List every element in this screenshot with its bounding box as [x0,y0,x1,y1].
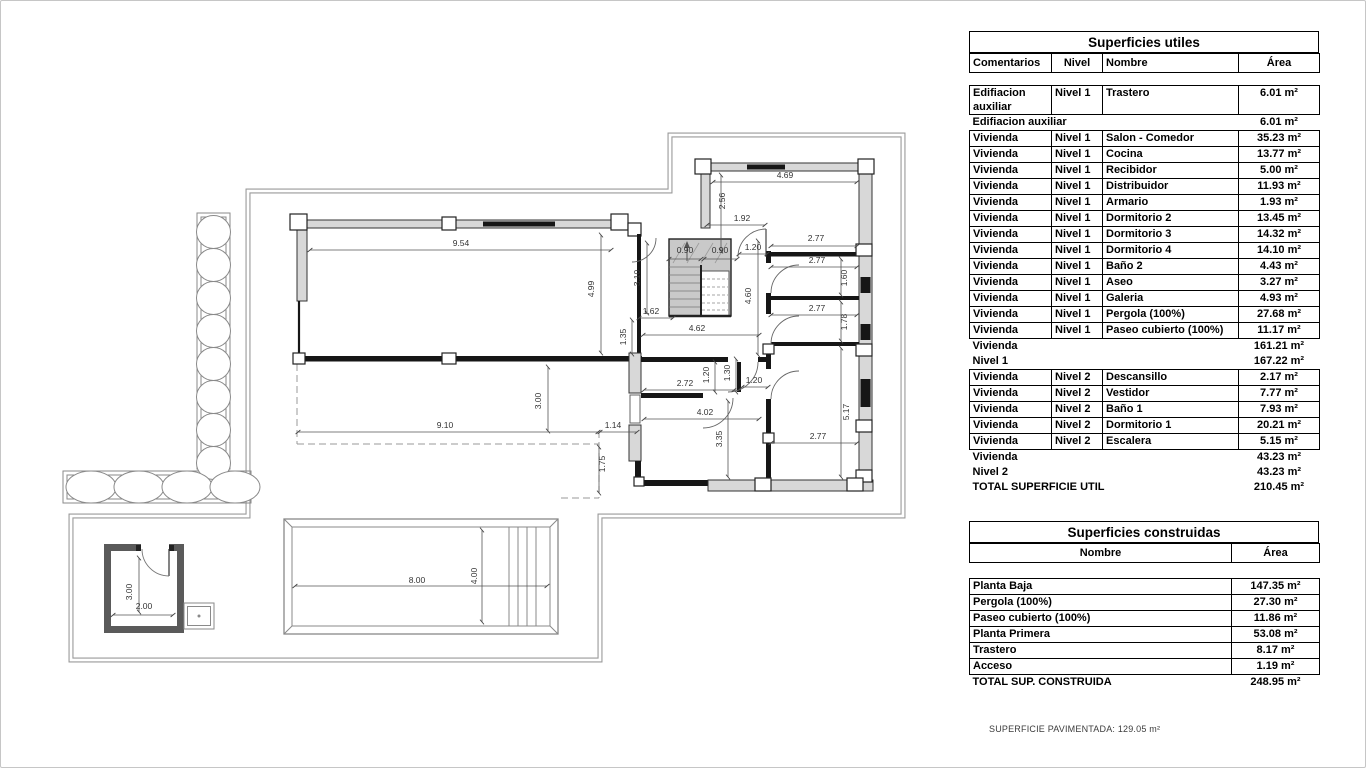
cell: Vivienda [970,386,1052,402]
window [630,395,640,423]
subtotal-row [970,339,1320,355]
dimension-label: 4.00 [469,567,479,585]
table-body [969,85,1320,495]
cell: Dormitorio 2 [1103,211,1239,227]
area-cell: 27.68 m² [1239,307,1320,323]
area-cell: 147.35 m² [1232,579,1320,595]
cell: Paseo cubierto (100%) [970,611,1232,627]
cell: Vivienda [970,227,1052,243]
window [861,324,871,340]
cell: Planta Baja [970,579,1232,595]
cell: Vivienda [970,211,1052,227]
summary-area: 6.01 m² [1260,116,1298,128]
cell: Nivel 1 [1052,195,1103,211]
header-row [970,54,1320,73]
area-cell: 11.86 m² [1232,611,1320,627]
dimension-label: 0.90 [711,245,729,255]
dimension-label: 4.62 [688,323,706,333]
cell: Nivel 1 [1052,211,1103,227]
cell: Planta Primera [970,627,1232,643]
cell: Acceso [970,659,1232,675]
dimension-label: 1.20 [744,242,762,252]
cell: Edifiacion auxiliar [970,86,1052,115]
dimension-label: 4.60 [743,287,753,305]
dimension-label: 2.72 [676,378,694,388]
summary-area: 210.45 m² [1253,481,1305,493]
column-header: Nombre [970,544,1232,563]
window [861,277,871,293]
cell: Recibidor [1103,163,1239,179]
summary-area: 248.95 m² [1250,676,1301,688]
area-cell: 8.17 m² [1232,643,1320,659]
table-row [970,386,1320,402]
cell: Nivel 1 [1052,291,1103,307]
dimension-label: 0.90 [676,245,694,255]
area-cell: 7.93 m² [1239,402,1320,418]
cell: Dormitorio 3 [1103,227,1239,243]
cell: Nivel 1 [1052,179,1103,195]
column-header: Área [1232,544,1320,563]
table-row [970,211,1320,227]
table-row [970,86,1320,115]
summary-area: 43.23 m² [1256,451,1302,463]
table-row [970,434,1320,450]
dimension-label: 5.17 [841,403,851,421]
area-cell: 11.93 m² [1239,179,1320,195]
column-header: Nivel [1052,54,1103,73]
table-row [970,611,1320,627]
house-walls [629,159,874,491]
area-cell: 1.19 m² [1232,659,1320,675]
cell: Cocina [1103,147,1239,163]
door-opening [141,542,169,553]
cell: Vivienda [970,259,1052,275]
cell: Vivienda [970,131,1052,147]
planter-trees [66,216,260,504]
total-row [970,480,1320,495]
cell: Galeria [1103,291,1239,307]
area-cell: 2.17 m² [1239,370,1320,386]
dimension-label: 1.30 [722,364,732,382]
dimension-label: 2.77 [808,303,826,313]
cell: Vestidor [1103,386,1239,402]
table-row [970,291,1320,307]
subtotal-row [970,450,1320,466]
area-cell: 3.27 m² [1239,275,1320,291]
dimension-label: 3.00 [124,583,134,601]
cell: Nivel 1 [1052,163,1103,179]
table-row [970,147,1320,163]
cell: Vivienda [970,195,1052,211]
table-body [969,578,1320,690]
cell: Vivienda [970,370,1052,386]
dimension-label: 3.10 [632,269,642,287]
area-cell: 27.30 m² [1232,595,1320,611]
area-cell: 11.17 m² [1239,323,1320,339]
table-row [970,323,1320,339]
cell: Pergola (100%) [970,595,1232,611]
cell: Vivienda [970,147,1052,163]
table-header [969,53,1320,73]
summary-area: 161.21 m² [1253,340,1305,352]
cell: Vivienda [970,243,1052,259]
cell: Nivel 2 [1052,402,1103,418]
acceso [184,603,214,629]
cell: Nivel 1 [1052,131,1103,147]
cell: Baño 2 [1103,259,1239,275]
column-header: Nombre [1103,54,1239,73]
cell: Nivel 1 [1052,275,1103,291]
dimension-label: 4.69 [776,170,794,180]
area-cell: 14.32 m² [1239,227,1320,243]
table-row [970,418,1320,434]
table-superficies-construidas [969,521,1319,690]
site-boundary [71,135,903,660]
cell: Vivienda [970,402,1052,418]
table-row [970,307,1320,323]
cell: Trastero [1103,86,1239,115]
table-row [970,627,1320,643]
cell: Vivienda [970,275,1052,291]
cell: Nivel 2 [1052,418,1103,434]
area-cell: 5.15 m² [1239,434,1320,450]
cell: Armario [1103,195,1239,211]
dimension-label: 2.00 [135,601,153,611]
cell: Trastero [970,643,1232,659]
table-row [970,227,1320,243]
dimension-label: 1.75 [597,455,607,473]
cell: Nivel 2 [1052,386,1103,402]
table-row [970,402,1320,418]
table-row [970,659,1320,675]
cell: Vivienda [970,418,1052,434]
dimension-label: 3.35 [714,430,724,448]
summary-label: Vivienda [972,340,1018,352]
table-row [970,259,1320,275]
dimension-label: 1.14 [604,420,622,430]
window [483,222,555,227]
cell: Descansillo [1103,370,1239,386]
cell: Nivel 2 [1052,434,1103,450]
subtotal-row [970,115,1320,131]
dimension-label: 8.00 [408,575,426,585]
dimension-label: 9.54 [452,238,470,248]
dimension-label: 1.60 [839,269,849,287]
table-row [970,179,1320,195]
dimension-label: 4.99 [586,280,596,298]
dimension-label: 3.00 [533,392,543,410]
summary-area: 43.23 m² [1256,466,1302,478]
cell: Nivel 1 [1052,307,1103,323]
area-cell: 6.01 m² [1239,86,1320,115]
cell: Nivel 1 [1052,323,1103,339]
summary-label: Nivel 1 [972,355,1008,367]
table-row [970,275,1320,291]
cell: Vivienda [970,179,1052,195]
cell: Vivienda [970,307,1052,323]
table-row [970,595,1320,611]
summary-area: 167.22 m² [1253,355,1305,367]
paved-surface-note: SUPERFICIE PAVIMENTADA: 129.05 m² [989,724,1161,734]
dimension-label: 2.77 [807,233,825,243]
cell: Vivienda [970,291,1052,307]
summary-label: TOTAL SUPERFICIE UTIL [972,481,1105,493]
cell: Dormitorio 1 [1103,418,1239,434]
cell: Nivel 1 [1052,86,1103,115]
table-row [970,579,1320,595]
cell: Aseo [1103,275,1239,291]
area-cell: 1.93 m² [1239,195,1320,211]
subtotal-row [970,354,1320,370]
dimension-label: 9.10 [436,420,454,430]
dimension-label: 2.77 [809,431,827,441]
area-cell: 20.21 m² [1239,418,1320,434]
summary-label: Vivienda [972,451,1018,463]
dimension-label: 1.35 [618,328,628,346]
floor-plan-drawing [1,1,961,768]
area-cell: 4.43 m² [1239,259,1320,275]
table-row [970,643,1320,659]
dimension-label: 1.20 [745,375,763,385]
subtotal-row [970,465,1320,480]
dimension-label: 4.02 [696,407,714,417]
dim-labels [124,170,851,611]
cell: Vivienda [970,434,1052,450]
table-row [970,243,1320,259]
dimension-label: 1.78 [839,313,849,331]
dimension-label: 2.77 [808,255,826,265]
dimension-label: 1.62 [642,306,660,316]
area-cell: 4.93 m² [1239,291,1320,307]
dimension-label: 2.56 [717,192,727,210]
table-row [970,195,1320,211]
total-row [970,675,1320,691]
area-cell: 5.00 m² [1239,163,1320,179]
cell: Pergola (100%) [1103,307,1239,323]
wall-posts [634,159,874,491]
cell: Nivel 2 [1052,370,1103,386]
cell: Dormitorio 4 [1103,243,1239,259]
window [747,165,785,170]
table-title: Superficies construidas [969,521,1319,543]
table-superficies-utiles [969,31,1319,495]
window [861,379,871,407]
area-cell: 13.77 m² [1239,147,1320,163]
cell: Paseo cubierto (100%) [1103,323,1239,339]
cell: Vivienda [970,163,1052,179]
summary-label: Nivel 2 [972,466,1008,478]
area-cell: 7.77 m² [1239,386,1320,402]
column-header: Área [1239,54,1320,73]
cell: Distribuidor [1103,179,1239,195]
cell: Salon - Comedor [1103,131,1239,147]
table-header [969,543,1320,563]
area-cell: 53.08 m² [1232,627,1320,643]
table-row [970,131,1320,147]
area-cell: 14.10 m² [1239,243,1320,259]
cell: Nivel 1 [1052,227,1103,243]
summary-label: Edifiacion auxiliar [972,116,1067,128]
header-row [970,544,1320,563]
cell: Nivel 1 [1052,147,1103,163]
summary-label: TOTAL SUP. CONSTRUIDA [972,676,1112,688]
column-header: Comentarios [970,54,1052,73]
pool-steps [509,527,536,626]
table-row [970,163,1320,179]
area-cell: 13.45 m² [1239,211,1320,227]
dashed-projection [297,364,599,498]
cell: Escalera [1103,434,1239,450]
cell: Nivel 1 [1052,259,1103,275]
table-row [970,370,1320,386]
area-tables [969,31,1319,690]
dimension-label: 1.20 [701,366,711,384]
cell: Vivienda [970,323,1052,339]
cell: Baño 1 [1103,402,1239,418]
table-title: Superficies utiles [969,31,1319,53]
dimension-label: 1.92 [733,213,751,223]
area-cell: 35.23 m² [1239,131,1320,147]
cell: Nivel 1 [1052,243,1103,259]
